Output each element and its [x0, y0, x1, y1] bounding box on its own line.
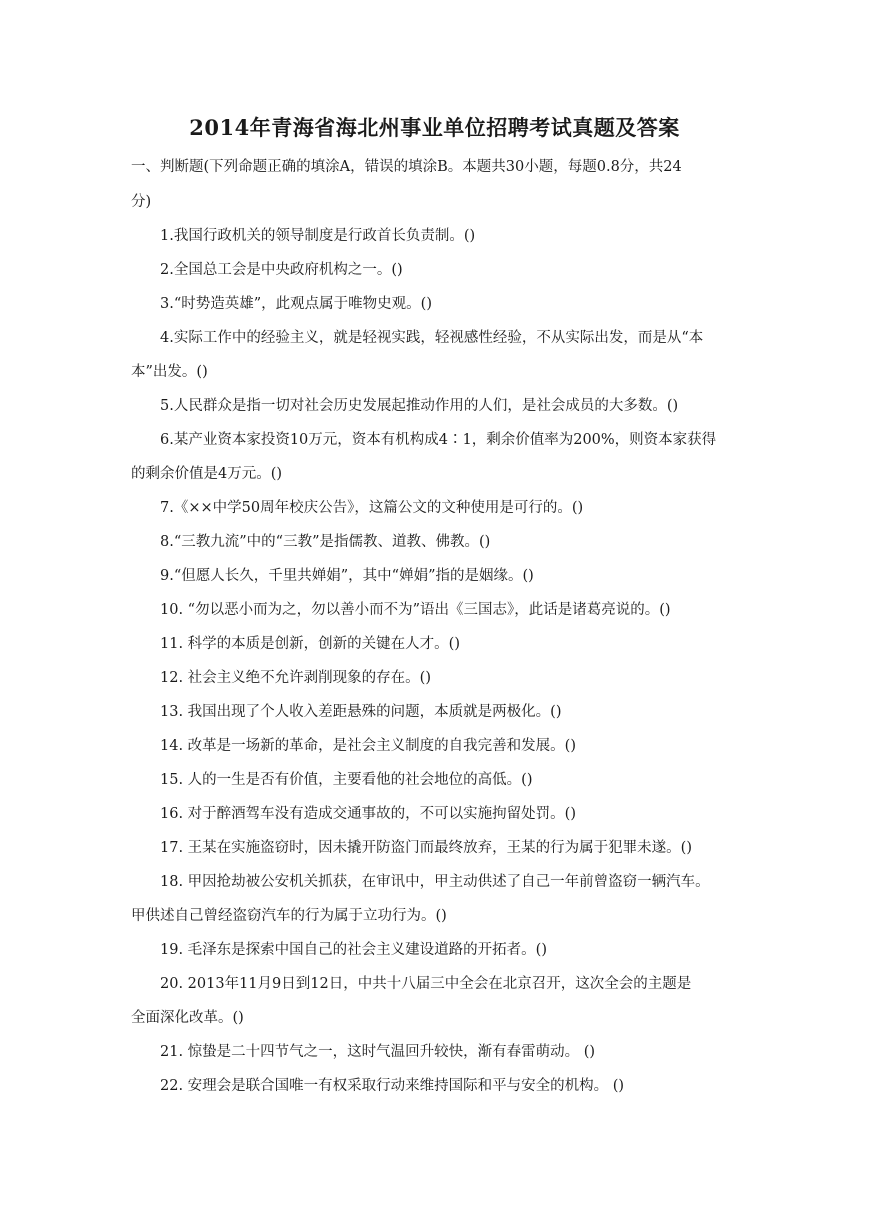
question-line: 19. 毛泽东是探索中国自己的社会主义建设道路的开拓者。() [160, 942, 547, 958]
question-line: 10. “勿以恶小而为之，勿以善小而不为”语出《三国志》，此话是诸葛亮说的。() [160, 602, 671, 618]
question-line: 9.“但愿人长久，千里共婵娟”，其中“婵娟”指的是姻缘。() [160, 568, 534, 584]
question-line: 21. 惊蛰是二十四节气之一，这时气温回升较快，渐有春雷萌动。 () [160, 1044, 596, 1060]
question-line: 22. 安理会是联合国唯一有权采取行动来维持国际和平与安全的机构。 () [160, 1078, 625, 1094]
question-line-continued: 甲供述自己曾经盗窃汽车的行为属于立功行为。() [131, 908, 447, 924]
section-heading: 一、判断题(下列命题正确的填涂A，错误的填涂B。本题共30小题，每题0.8分，共24 [131, 159, 682, 175]
question-line-continued: 全面深化改革。() [131, 1010, 244, 1026]
section-heading-continued: 分) [131, 194, 152, 210]
question-line-continued: 本”出发。() [131, 364, 208, 380]
question-line: 16. 对于醉酒驾车没有造成交通事故的，不可以实施拘留处罚。() [160, 806, 576, 822]
question-line: 11. 科学的本质是创新，创新的关键在人才。() [160, 636, 460, 652]
question-line: 7.《××中学50周年校庆公告》，这篇公文的文种使用是可行的。() [160, 500, 584, 516]
question-line: 17. 王某在实施盗窃时，因未撬开防盗门而最终放弃，王某的行为属于犯罪未遂。() [160, 840, 692, 856]
document-title: 2014年青海省海北州事业单位招聘考试真题及答案 [189, 115, 680, 140]
question-line: 4.实际工作中的经验主义，就是轻视实践，轻视感性经验，不从实际出发，而是从“本 [160, 330, 704, 346]
question-line: 20. 2013年11月9日到12日，中共十八届三中全会在北京召开，这次全会的主题是 [160, 976, 692, 992]
question-line: 15. 人的一生是否有价值，主要看他的社会地位的高低。() [160, 772, 533, 788]
question-line: 1.我国行政机关的领导制度是行政首长负责制。() [160, 228, 476, 244]
question-line-continued: 的剩余价值是4万元。() [131, 466, 283, 482]
question-line: 13. 我国出现了个人收入差距悬殊的问题，本质就是两极化。() [160, 704, 562, 720]
question-line: 6.某产业资本家投资10万元，资本有机构成4∶1，剩余价值率为200%，则资本家获得 [160, 432, 717, 448]
question-line: 2.全国总工会是中央政府机构之一。() [160, 262, 403, 278]
question-line: 8.“三教九流”中的“三教”是指儒教、道教、佛教。() [160, 534, 491, 550]
question-line: 3.“时势造英雄”，此观点属于唯物史观。() [160, 296, 432, 312]
question-line: 12. 社会主义绝不允许剥削现象的存在。() [160, 670, 431, 686]
question-line: 5.人民群众是指一切对社会历史发展起推动作用的人们，是社会成员的大多数。() [160, 398, 679, 414]
question-line: 18. 甲因抢劫被公安机关抓获，在审讯中，甲主动供述了自己一年前曾盗窃一辆汽车。 [160, 874, 710, 890]
question-line: 14. 改革是一场新的革命，是社会主义制度的自我完善和发展。() [160, 738, 576, 754]
